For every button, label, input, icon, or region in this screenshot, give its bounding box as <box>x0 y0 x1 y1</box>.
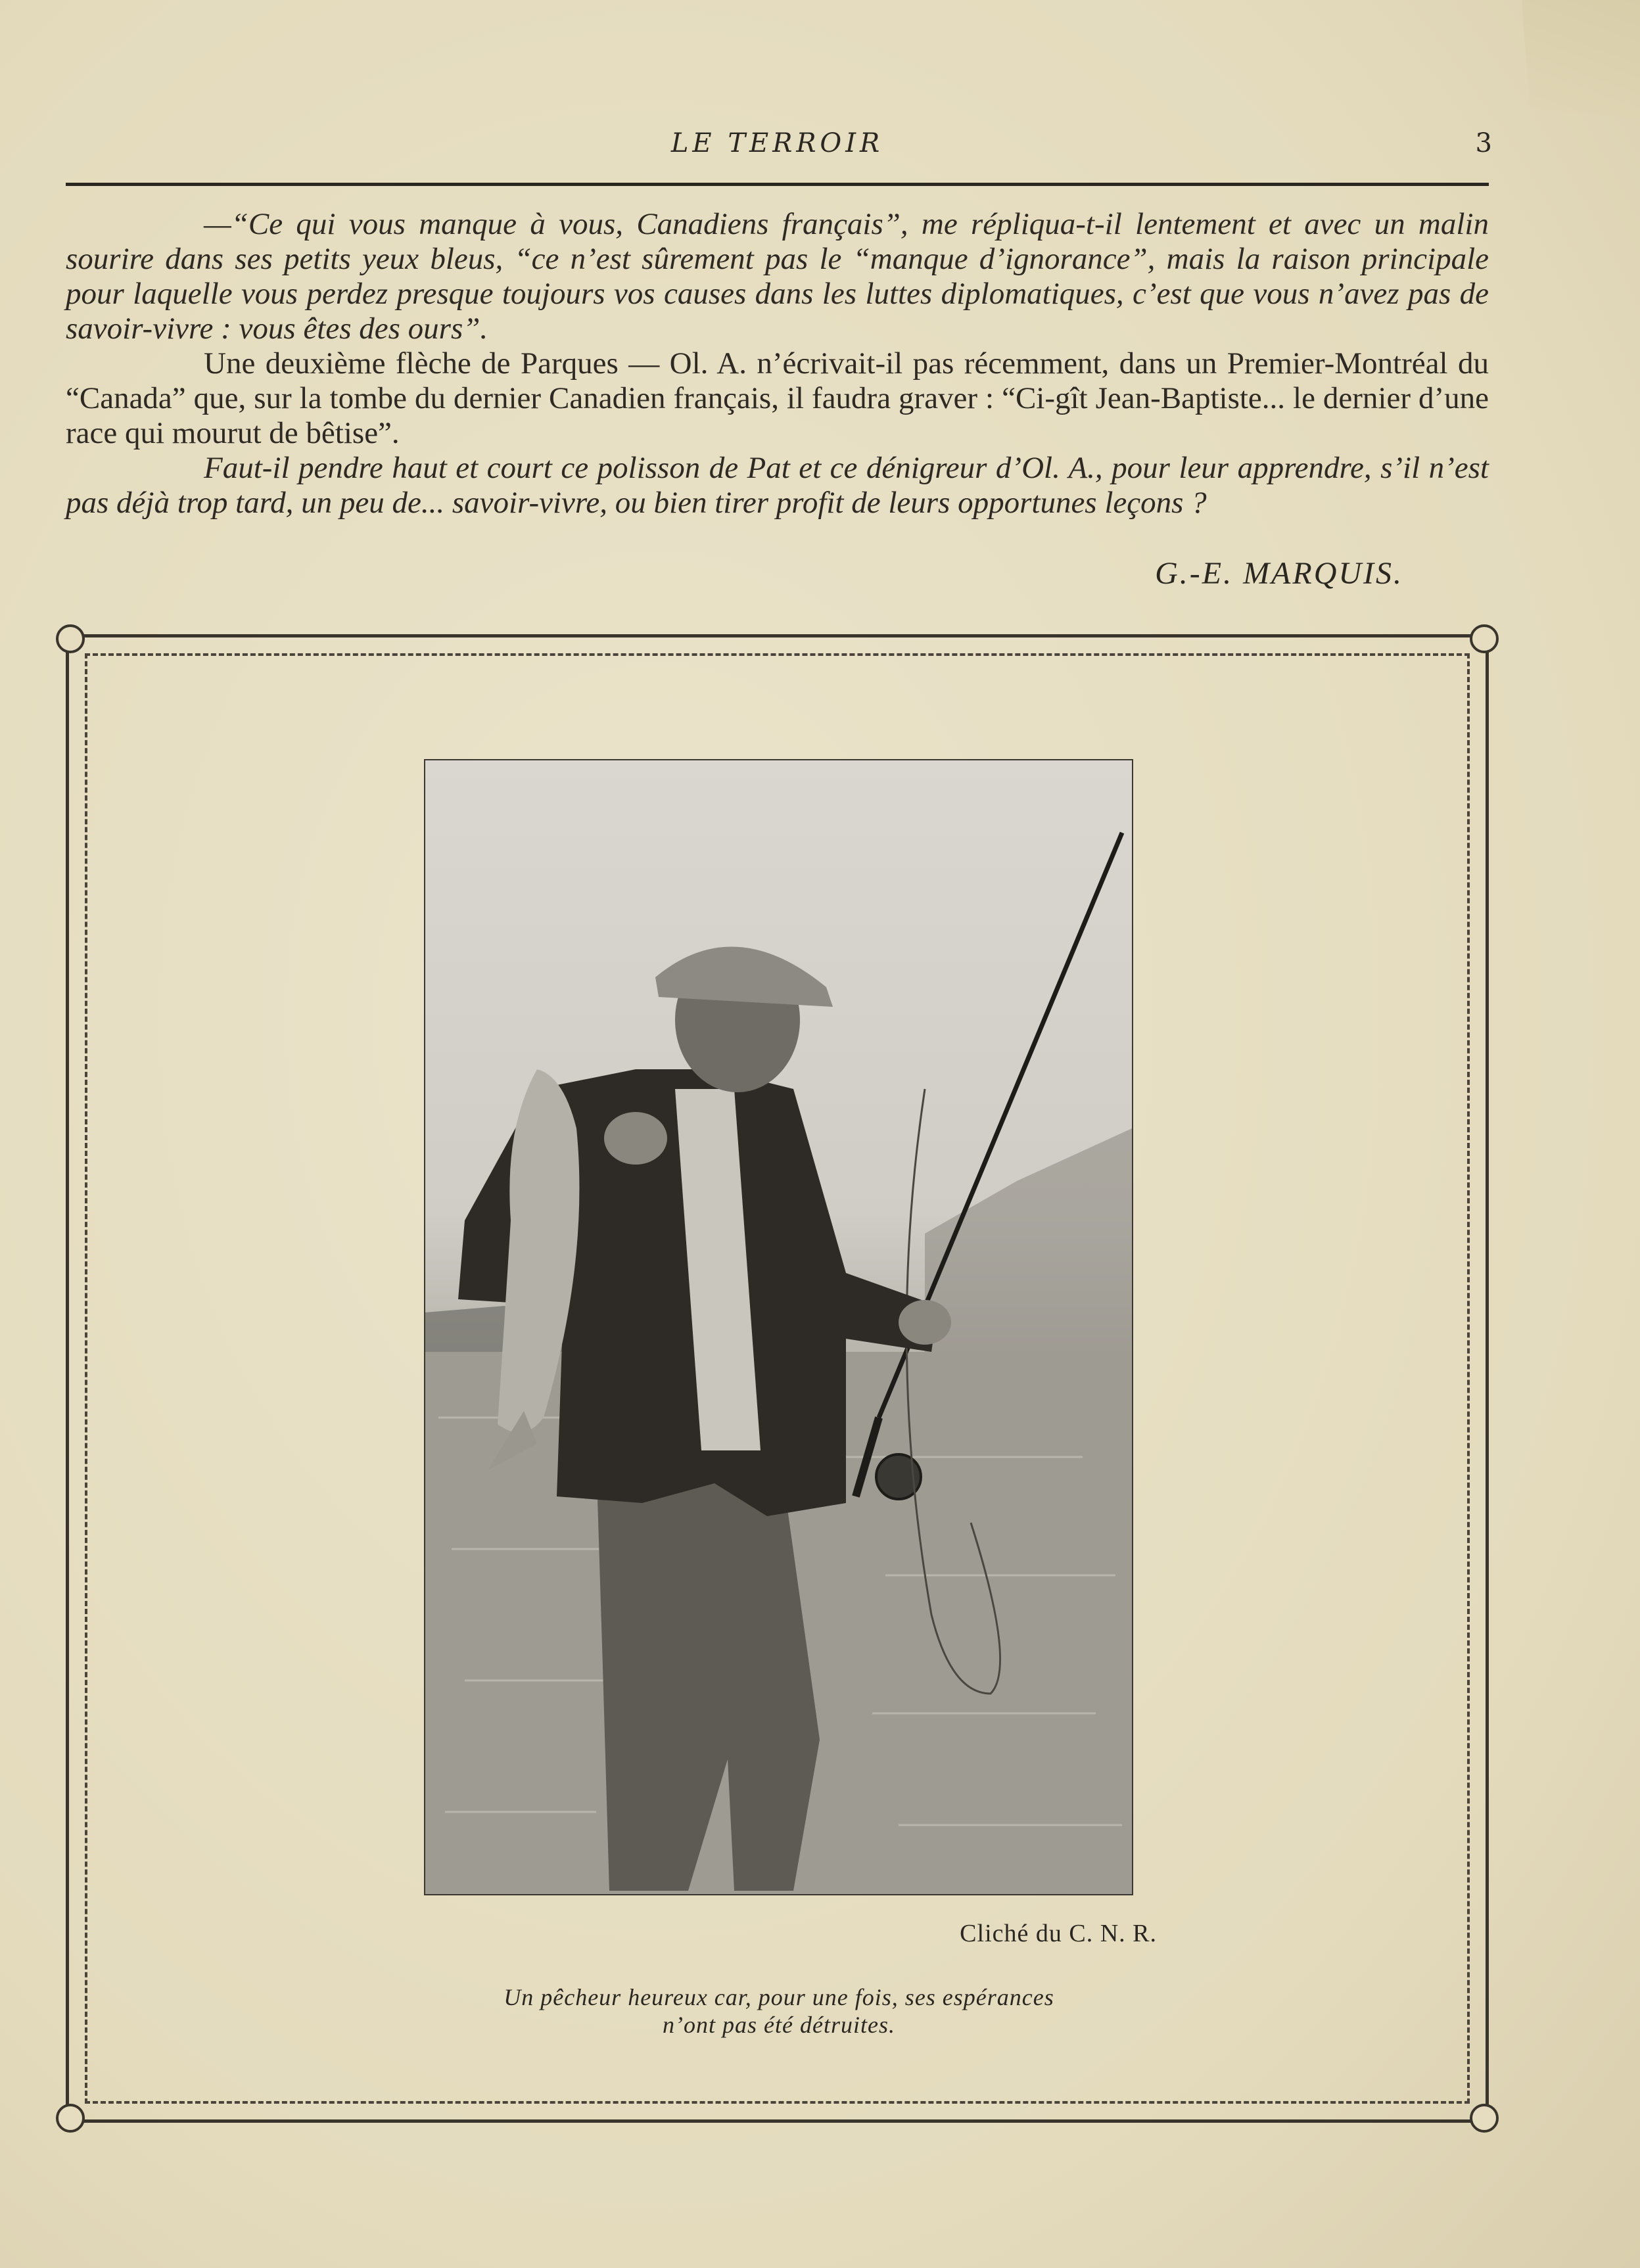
paragraph: Une deuxième flèche de Parques — Ol. A. n’écrivait-il pas récemment, dans un Premier-Montréal du “Canada” que, sur la tombe du dernier Canadien français, il faudra graver : “Ci-gît Jean-Baptiste... le dernier d’une race qui mourut de bêtise”. <box>66 346 1489 450</box>
photograph-illustration <box>425 760 1132 1894</box>
paragraph: Faut-il pendre haut et court ce polisson de Pat et ce dénigreur d’Ol. A., pour leur apprendre, s’il n’est pas déjà trop tard, un peu de... savoir-vivre, ou bien tirer profit de leurs opportunes leçons ? <box>66 451 1489 520</box>
frame-corner-ornament <box>56 624 85 653</box>
photo-credit: Cliché du C. N. R. <box>960 1920 1157 1947</box>
caption-line: n’ont pas été détruites. <box>663 2012 895 2038</box>
caption-line: Un pêcheur heureux car, pour une fois, ses espérances <box>504 1984 1054 2010</box>
frame-corner-ornament <box>1470 624 1499 653</box>
paragraph: —“Ce qui vous manque à vous, Canadiens français”, me répliqua-t-il lentement et avec un malin sourire dans ses petits yeux bleus, “ce n’est sûrement pas le “manque d’ignorance”, mais la raison principale pour laquelle vous perdez presque toujours vos causes dans les luttes diplomatiques, c’est que vous n’avez pas de savoir-vivre : vous êtes des ours”. <box>66 207 1489 346</box>
photograph-fisherman <box>424 759 1133 1895</box>
frame-corner-ornament <box>56 2104 85 2133</box>
article-body <box>66 207 1489 521</box>
running-title: LE TERROIR <box>670 128 884 158</box>
author-signature: G.-E. MARQUIS. <box>1155 556 1403 591</box>
page-corner-fold <box>1522 0 1640 118</box>
page-number: 3 <box>1475 128 1492 158</box>
photo-caption <box>408 1983 1150 2039</box>
running-header <box>66 128 1492 168</box>
header-rule <box>66 183 1489 186</box>
frame-corner-ornament <box>1470 2104 1499 2133</box>
